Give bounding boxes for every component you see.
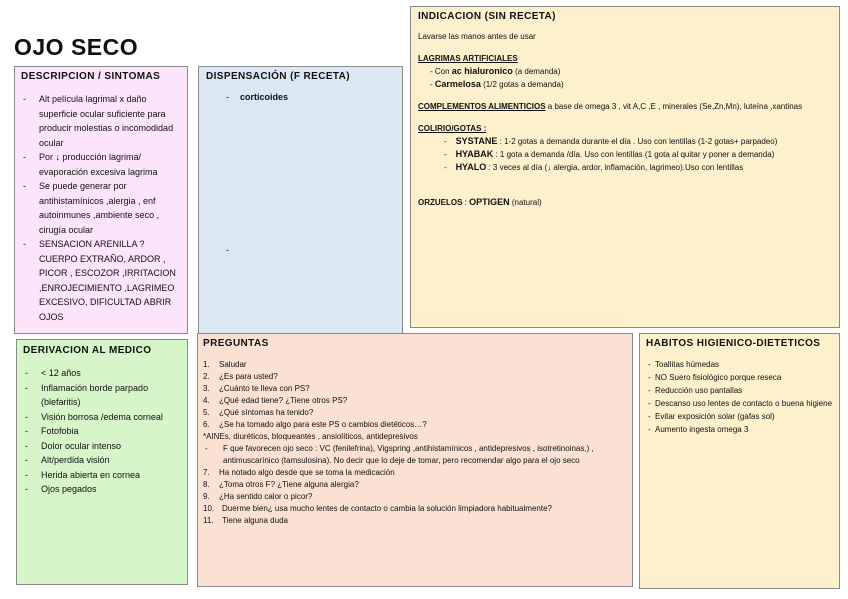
list-item: - Por ↓ producción lagrima/ evaporación excesiva lagrima: [21, 150, 181, 179]
list-item: - Con ac hialuronico (a demanda): [430, 66, 561, 76]
derivacion-panel: [16, 339, 188, 585]
indicacion-panel: [410, 6, 840, 328]
list-item: - Inflamación borde parpado (blefaritis): [23, 381, 181, 410]
question-item: 8. ¿Toma otros F? ¿Tiene alguna alergia?: [203, 480, 359, 489]
question-item: 5. ¿Qué síntomas ha tenido?: [203, 408, 314, 417]
list-item: - SYSTANE : 1-2 gotas a demanda durante el día . Uso con lentillas (1-2 gotas+ parpadeo): [444, 136, 778, 146]
complementos-line: COMPLEMENTOS ALIMENTICIOS a base de omega 3 , vit A,C ,E , minerales (Se,Zn,Mn), luteína ,xantinas: [418, 102, 803, 111]
descripcion-header: DESCRIPCION / SINTOMAS: [21, 71, 161, 82]
question-item: 3. ¿Cuánto te lleva con PS?: [203, 384, 310, 393]
descripcion-panel: [14, 66, 188, 334]
list-item: - Alt/perdida visión: [23, 453, 181, 468]
question-item: 2. ¿Es para usted?: [203, 372, 278, 381]
question-item: 6. ¿Se ha tomado algo para este PS o cambios dietéticos…?: [203, 420, 427, 429]
question-item: 7. Ha notado algo desde que se toma la medicación: [203, 468, 395, 477]
list-item: - Ojos pegados: [23, 482, 181, 497]
dispensacion-item: corticoides: [240, 92, 289, 102]
lagrimas-title: LAGRIMAS ARTIFICIALES: [418, 54, 518, 63]
dispensacion-panel: DISPENSACIÓN (F RECETA) - corticoides -: [198, 66, 403, 334]
question-item: 11. Tiene alguna duda: [203, 516, 288, 525]
preguntas-panel: [197, 333, 633, 587]
dispensacion-header: DISPENSACIÓN (F RECETA): [206, 71, 351, 82]
list-item: - Dolor ocular intenso: [23, 439, 181, 454]
list-item: - Carmelosa (1/2 gotas a demanda): [430, 79, 564, 89]
list-item: - HYABAK : 1 gota a demanda /día. Uso con lentillas (1 gota al quitar y poner a demanda): [444, 149, 775, 159]
question-item: 9. ¿Ha sentido calor o picor?: [203, 492, 313, 501]
question-item: 1. Saludar: [203, 360, 247, 369]
list-item: - Visión borrosa /edema corneal: [23, 410, 181, 425]
list-item: - < 12 años: [23, 366, 181, 381]
question-item: 10. Duerme bien¿ usa mucho lentes de contacto o cambia la solución limpiadora habitualmente?: [203, 504, 552, 513]
preguntas-note: *AINEs, diuréticos, bloqueantes , ansiolíticos, antidepresivos: [203, 432, 418, 441]
preguntas-fnote: - F que favorecen ojo seco : VC (fenilefrina), Vigspring ,antihistamínicos , antidepresivos , isotretinoinas,) , antimuscarínico (tamsulosina). No decir que lo deje de tomar, pero recomendar algo para el ojo seco: [205, 444, 594, 465]
list-item: - HYALO : 3 veces al día (↓ alergia, ardor, inflamación, lagrimeo).Uso con lentillas: [444, 162, 744, 172]
list-item: - Descanso uso lentes de contacto o buena higiene: [646, 397, 833, 410]
derivacion-header: DERIVACION AL MEDICO: [23, 345, 152, 356]
list-item: - SENSACION ARENILLA ?CUERPO EXTRAÑO, ARDOR , PICOR , ESCOZOR ,IRRITACION ,ENROJECIMIENTO ,LAGRIMEO EXCESIVO, DIFICULTAD ABRIR OJOS: [21, 237, 181, 324]
list-item: - NO Suero fisiológico porque reseca: [646, 371, 833, 384]
list-item: - Herida abierta en cornea: [23, 468, 181, 483]
list-item: - Alt película lagrimal x daño superficie ocular suficiente para producir molestias o incomodidad ocular: [21, 92, 181, 150]
habitos-header: HABITOS HIGIENICO-DIETETICOS: [646, 338, 821, 349]
list-item: - Se puede generar por antihistamínicos ,alergia , enf autoinmunes ,ambiente seco , cirugía ocular: [21, 179, 181, 237]
list-item: - Fotofobia: [23, 424, 181, 439]
question-item: 4. ¿Qué edad tiene? ¿Tiene otros PS?: [203, 396, 348, 405]
list-item: - Reducción uso pantallas: [646, 384, 833, 397]
preguntas-header: PREGUNTAS: [203, 338, 269, 349]
list-item: - Toallitas húmedas: [646, 358, 833, 371]
list-item: - Aumento ingesta omega 3: [646, 423, 833, 436]
list-item: - Evitar exposición solar (gafas sol): [646, 410, 833, 423]
indicacion-intro: Lavarse las manos antes de usar: [418, 32, 536, 41]
colirio-title: COLIRIO/GOTAS :: [418, 124, 487, 133]
page-title: OJO SECO: [14, 34, 139, 60]
orzuelos-line: ORZUELOS : OPTIGEN (natural): [418, 197, 542, 207]
indicacion-header: INDICACION (SIN RECETA): [418, 11, 556, 22]
habitos-panel: [639, 333, 840, 589]
